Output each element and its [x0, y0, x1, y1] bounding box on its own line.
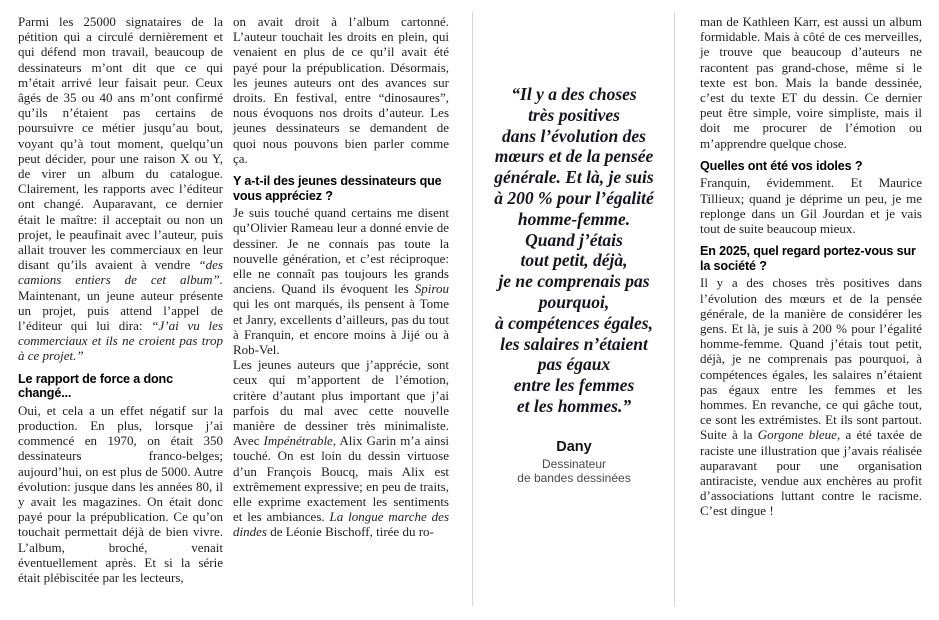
pull-quote	[470, 84, 678, 486]
text-segment: Franquin, évidemment. Et Maurice Tillieux; quand je déprime un peu, je me replonge dans un Gil Jourdan et je vais tout de suite beaucoup mieux.	[700, 175, 922, 237]
body-paragraph	[700, 175, 922, 236]
quote-line: entre les femmes	[513, 375, 635, 396]
article-column-2	[233, 14, 449, 540]
quote-line: de bandes dessinées	[517, 471, 631, 486]
text-segment: Oui, et cela a un effet négatif sur la production. En plus, lorsque j’ai commencé en 1970, on était 350 dessinateurs franco-belges; aujourd’hui, on est plus de 5000. Autre évolution: jusque dans les années 80, il y avait les magazines. On était donc payé pour la prépublication. Ce qu’on touchait permettait déjà de bien vivre. L’album, broché, venait éventuellement après. Et si la série était plébiscitée par les lecteurs,	[18, 402, 223, 586]
text-segment: Parmi les 25000 signataires de la pétition qui a circulé dernièrement et qui défend mon travail, beaucoup de dessinateurs m’ont dit que ce qui m’était arrivé leur faisait peur. Ceux âgés de 35 ou 40 ans m’ont confirmé qu’ils n’étaient pas certains de poursuivre ce métier jusqu’au bout, voyant qu’à tout moment, quelqu’un peut décider, pour une raison X ou Y, de virer un album du catalogue. Clairement, les rapports avec l’éditeur ont changé. Auparavant, ce dernier était le maître: il acceptait ou non un projet, le peaufinait avec l’auteur, puis allait trouver les commerciaux en leur disant qu’ils avaient à vendre	[18, 14, 223, 273]
italic-text: “J’ai vu les commerciaux et ils ne croient pas trop à ce projet.”	[18, 318, 223, 364]
body-paragraph	[700, 275, 922, 518]
pull-quote-author: Dany	[556, 438, 592, 455]
body-paragraph	[233, 357, 449, 539]
quote-line: à 200 % pour l’égalité	[494, 187, 654, 208]
quote-line: et les hommes.”	[516, 395, 632, 416]
article-column-4	[700, 14, 922, 519]
quote-line: à compétences égales,	[495, 312, 653, 333]
italic-text: La longue marche des dindes	[233, 509, 450, 540]
quote-line: Quand j’étais	[525, 229, 623, 250]
text-segment: man de Kathleen Karr, est aussi un album formidable. Mais à côté de ces merveilles, je trouve que beaucoup d’auteurs ne racontent pas grand-chose, même si le texte est bon. Mais la bande dessinée, c’est du texte ET du dessin. Ce dernier peut être simple, voire simpliste, mais il doit me procurer de l’émotion ou m’apprendre quelque chose.	[700, 14, 922, 151]
quote-line: Dessinateur	[541, 456, 607, 471]
text-segment: de Léonie Bischoff, tirée du ro-	[266, 524, 434, 540]
body-paragraph	[18, 14, 223, 364]
italic-text: “des camions entiers de cet album”.	[18, 257, 223, 288]
text-segment: Je suis touché quand certains me disent qu’Olivier Rameau leur a donné envie de dessiner. Je ne connais pas toute la nouvelle génération, et c’est réciproque: elle ne connaît pas toujours les grands anciens. Quand ils évoquent les	[233, 205, 449, 297]
column-divider-right	[674, 12, 675, 606]
quote-line: mœurs et de la pensée	[494, 146, 654, 167]
text-segment: on avait droit à l’album cartonné. L’auteur touchait les droits en plein, qui venaient en plus de ce qu’il avait été payé pour la prépublication. Désormais, les jeunes auteurs ont des avances sur droits. En festival, entre “dinosaures”, nous évoquons nos droits d’auteur. Les jeunes dessinateurs se demandent de quoi nous pouvons bien parler comme ça.	[233, 14, 449, 166]
body-paragraph	[233, 205, 449, 357]
body-paragraph	[233, 14, 449, 166]
quote-line: les salaires n’étaient	[500, 333, 648, 354]
quote-line: très positives	[528, 104, 620, 125]
pull-quote-text	[470, 84, 678, 417]
text-segment: , Alix Garin m’a ainsi touché. On est loin du dessin virtuose d’un François Boucq, mais Alix est extrêmement expressive; en peu de traits, elle exprime exactement les sentiments et les ambiances.	[233, 433, 449, 525]
quote-line: tout petit, déjà,	[520, 250, 628, 271]
quote-line: je ne comprenais pas	[498, 271, 650, 292]
question-heading: Quelles ont été vos idoles ?	[700, 158, 863, 173]
quote-line: pas égaux	[537, 354, 611, 375]
quote-line: générale. Et là, je suis	[494, 167, 654, 188]
body-paragraph	[700, 14, 922, 151]
italic-text: Gorgone bleue	[757, 427, 837, 443]
quote-line: dans l’évolution des	[502, 125, 646, 146]
question-heading: Y a-t-il des jeunes dessinateurs que vous appréciez ?	[233, 174, 442, 203]
question-heading: Le rapport de force a donc changé...	[18, 371, 173, 401]
quote-line: pourquoi,	[538, 291, 610, 312]
italic-text: Impénétrable	[263, 433, 333, 449]
quote-line: “Il y a des choses	[511, 84, 637, 104]
quote-line: homme-femme.	[517, 208, 631, 229]
text-segment: , a été taxée de raciste une illustration que j’avais réalisée auparavant pour une organisation antiraciste, vendue aux enchères au profit d’associations luttant contre le racisme. C’est dingue !	[700, 427, 922, 519]
text-segment: Il y a des choses très positives dans l’évolution des mœurs et de la pensée générale, de la manière de considérer les gens. Et là, je suis à 200 % pour l’égalité homme-femme. Quand j’étais tout petit, déjà, je ne comprenais pas pourquoi, à compétences égales, les salaires n’étaient pas égaux entre les femmes et les hommes. En revanche, ce qui gâche tout, ce sont les extrémistes. Et ils sont partout. Suite à la	[700, 275, 922, 443]
text-segment: Maintenant, un jeune auteur présente un projet, puis attend l’appel de l’éditeur qui lui dira:	[18, 287, 223, 334]
text-segment: qui les ont marqués, ils pensent à Tome et Janry, excellents d’ailleurs, pas du tout à Franquin, et encore moins à Jijé ou à Rob-Vel.	[233, 296, 449, 358]
body-paragraph	[18, 403, 223, 585]
text-segment: Les jeunes auteurs que j’apprécie, sont ceux qui m’apportent de l’émotion, critère d’autant plus important que j’ai parfois du mal avec cette nouvelle manière de dessiner très minimaliste. Avec	[233, 357, 449, 449]
pull-quote-role	[470, 457, 678, 486]
question-heading: En 2025, quel regard portez-vous sur la société ?	[700, 244, 916, 273]
article-column-1	[18, 14, 223, 585]
italic-text: Spirou	[414, 281, 449, 297]
